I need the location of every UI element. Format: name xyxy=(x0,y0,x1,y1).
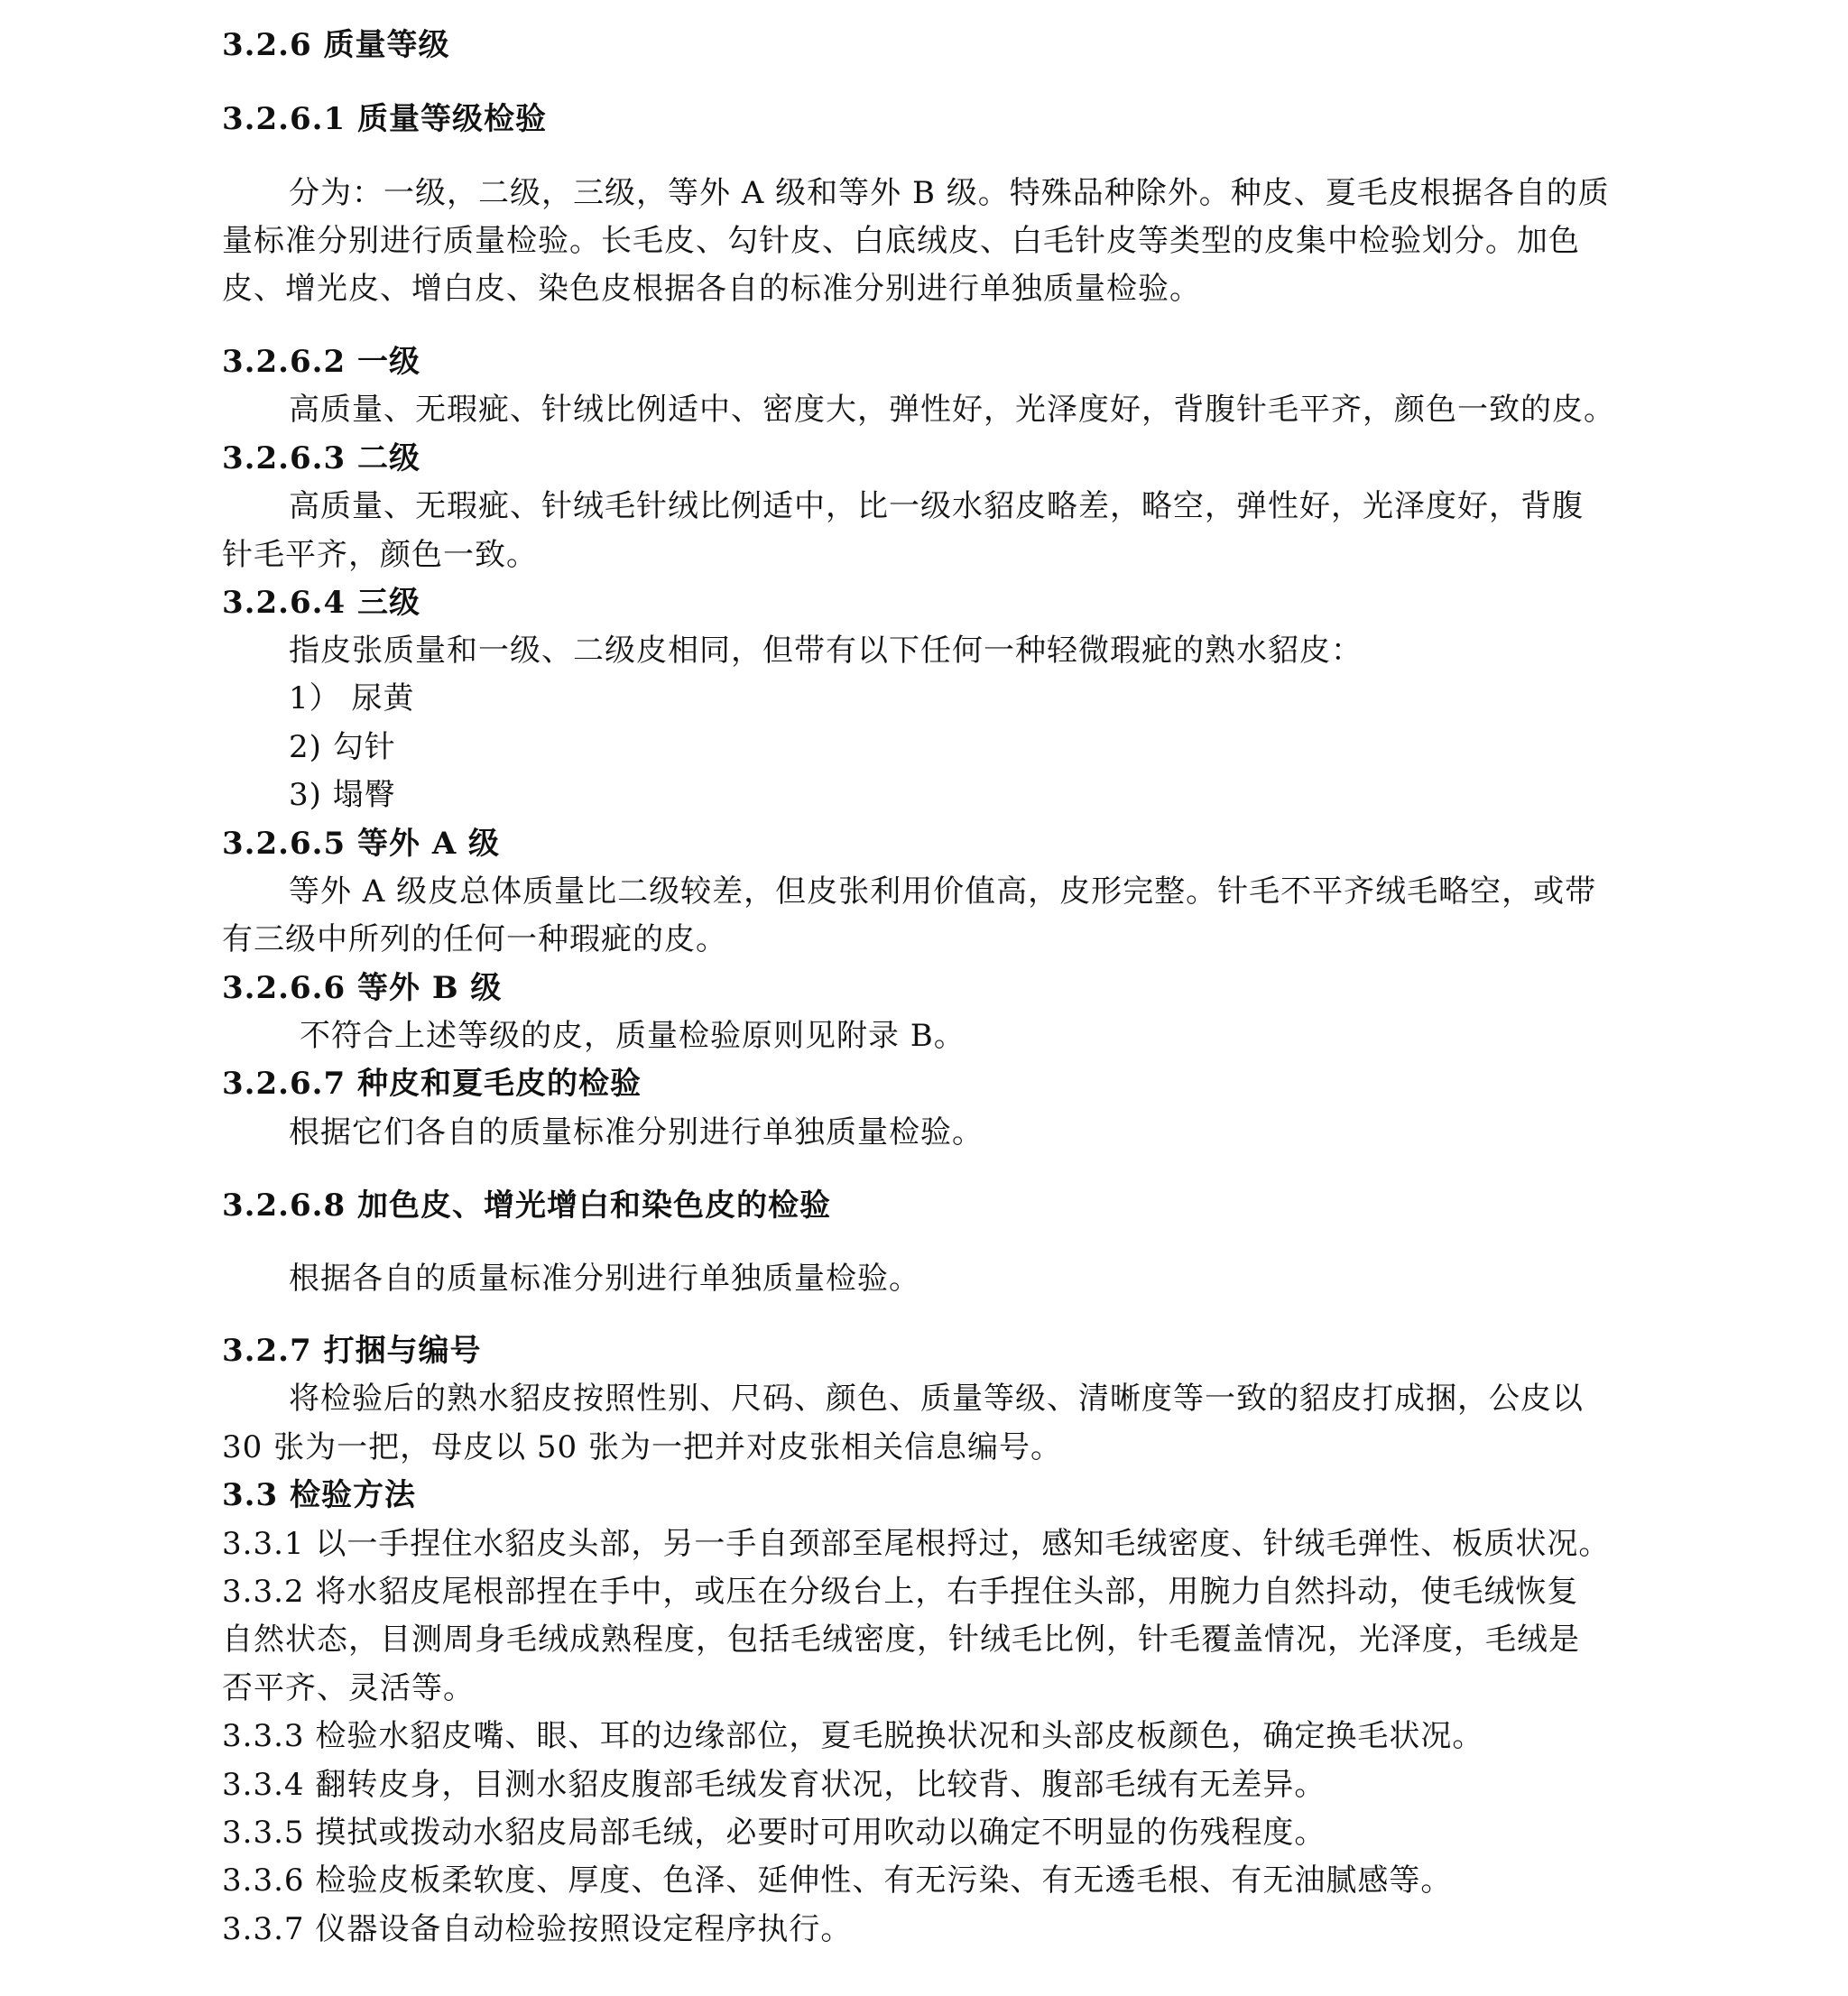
paragraph-line: 高质量、无瑕疵、针绒比例适中、密度大，弹性好，光泽度好，背腹针毛平齐，颜色一致的皮。 xyxy=(289,392,1615,428)
paragraph-line: 3.3.4 翻转皮身，目测水貂皮腹部毛绒发育状况，比较背、腹部毛绒有无差异。 xyxy=(222,1767,1326,1803)
paragraph-line: 自然状态，目测周身毛绒成熟程度，包括毛绒密度，针绒毛比例，针毛覆盖情况，光泽度，毛绒是 xyxy=(222,1622,1580,1658)
heading-3-2-6-2: 3.2.6.2 一级 xyxy=(222,344,420,380)
paragraph-line: 指皮张质量和一级、二级皮相同，但带有以下任何一种轻微瑕疵的熟水貂皮： xyxy=(289,633,1363,669)
paragraph-line: 等外 A 级皮总体质量比二级较差，但皮张利用价值高，皮形完整。针毛不平齐绒毛略空，或带 xyxy=(289,873,1597,910)
paragraph-line: 不符合上述等级的皮，质量检验原则见附录 B。 xyxy=(300,1018,966,1054)
paragraph-line: 高质量、无瑕疵、针绒毛针绒比例适中，比一级水貂皮略差，略空，弹性好，光泽度好，背腹 xyxy=(289,488,1584,524)
heading-3-2-6-4: 3.2.6.4 三级 xyxy=(222,585,420,621)
list-item: 1） 尿黄 xyxy=(289,680,415,716)
paragraph-line: 3.3.1 以一手捏住水貂皮头部，另一手自颈部至尾根捋过，感知毛绒密度、针绒毛弹性、板质状况。 xyxy=(222,1526,1611,1562)
paragraph-line: 有三级中所列的任何一种瑕疵的皮。 xyxy=(222,921,727,957)
heading-3-2-6: 3.2.6 质量等级 xyxy=(222,27,450,63)
list-item: 2) 勾针 xyxy=(289,729,396,765)
paragraph-line: 量标准分别进行质量检验。长毛皮、勾针皮、白底绒皮、白毛针皮等类型的皮集中检验划分。加色 xyxy=(222,223,1580,259)
heading-3-3: 3.3 检验方法 xyxy=(222,1477,416,1513)
paragraph-line: 3.3.3 检验水貂皮嘴、眼、耳的边缘部位，夏毛脱换状况和头部皮板颜色，确定换毛状况。 xyxy=(222,1718,1484,1754)
heading-3-2-6-5: 3.2.6.5 等外 A 级 xyxy=(222,826,501,862)
heading-3-2-6-8: 3.2.6.8 加色皮、增光增白和染色皮的检验 xyxy=(222,1187,831,1224)
paragraph-line: 3.3.6 检验皮板柔软度、厚度、色泽、延伸性、有无污染、有无透毛根、有无油腻感等。 xyxy=(222,1862,1453,1899)
paragraph-line: 30 张为一把，母皮以 50 张为一把并对皮张相关信息编号。 xyxy=(222,1429,1062,1465)
paragraph-line: 否平齐、灵活等。 xyxy=(222,1670,475,1706)
paragraph-line: 根据各自的质量标准分别进行单独质量检验。 xyxy=(289,1261,920,1297)
paragraph-line: 3.3.5 摸拭或拨动水貂皮局部毛绒，必要时可用吹动以确定不明显的伤残程度。 xyxy=(222,1815,1326,1851)
paragraph-line: 皮、增光皮、增白皮、染色皮根据各自的标准分别进行单独质量检验。 xyxy=(222,271,1201,307)
heading-3-2-6-6: 3.2.6.6 等外 B 级 xyxy=(222,970,503,1006)
paragraph-line: 将检验后的熟水貂皮按照性别、尺码、颜色、质量等级、清晰度等一致的貂皮打成捆，公皮以 xyxy=(289,1381,1584,1417)
paragraph-line: 3.3.2 将水貂皮尾根部捏在手中，或压在分级台上，右手捏住头部，用腕力自然抖动，使毛绒恢复 xyxy=(222,1574,1579,1610)
paragraph-line: 3.3.7 仪器设备自动检验按照设定程序执行。 xyxy=(222,1911,853,1947)
paragraph-line: 针毛平齐，颜色一致。 xyxy=(222,537,538,573)
heading-3-2-6-7: 3.2.6.7 种皮和夏毛皮的检验 xyxy=(222,1066,642,1102)
heading-3-2-7: 3.2.7 打捆与编号 xyxy=(222,1333,482,1369)
heading-3-2-6-1: 3.2.6.1 质量等级检验 xyxy=(222,101,547,137)
paragraph-line: 分为：一级，二级，三级，等外 A 级和等外 B 级。特殊品种除外。种皮、夏毛皮根据各自的质 xyxy=(289,175,1610,211)
heading-3-2-6-3: 3.2.6.3 二级 xyxy=(222,440,420,476)
paragraph-line: 根据它们各自的质量标准分别进行单独质量检验。 xyxy=(289,1114,984,1150)
list-item: 3) 塌臀 xyxy=(289,777,396,813)
